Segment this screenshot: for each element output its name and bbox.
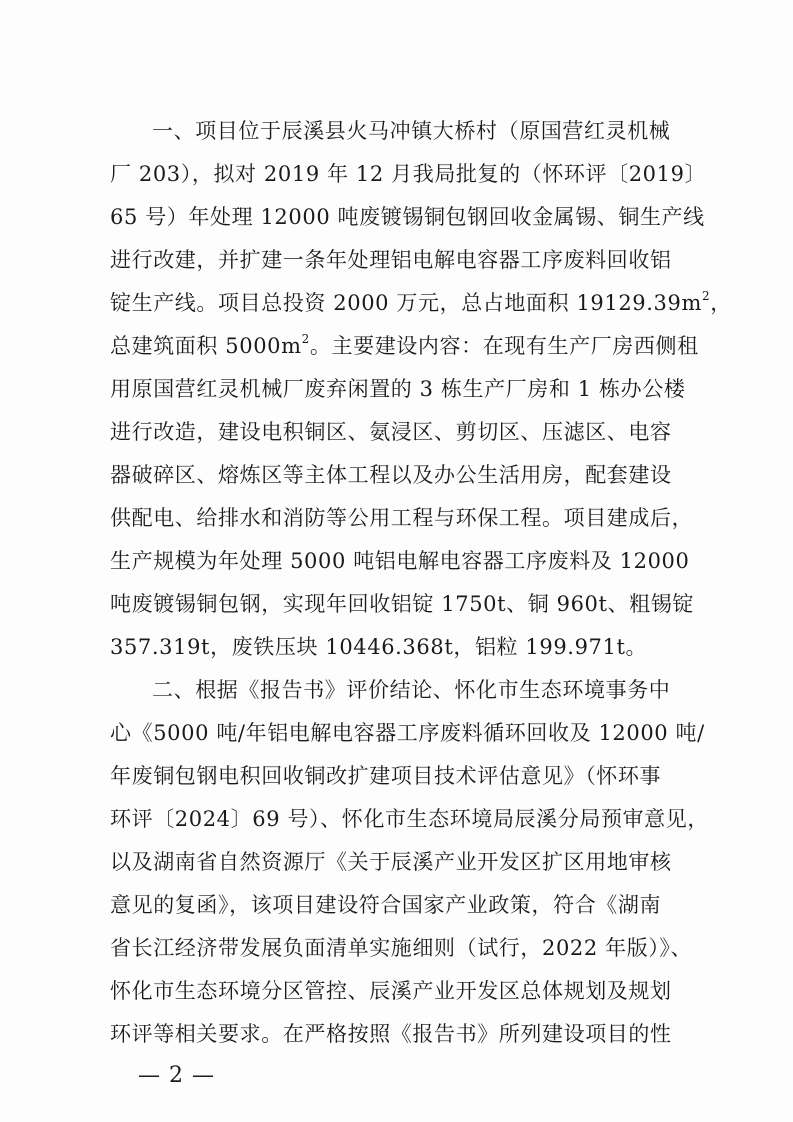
- paragraph-2-line-5: 以及湖南省自然资源厅《关于辰溪产业开发区扩区用地审核: [110, 850, 672, 874]
- paragraph-2-line-6: 意见的复函》，该项目建设符合国家产业政策，符合《湖南: [110, 893, 662, 917]
- area-unit-superscript: 2: [701, 289, 711, 303]
- paragraph-1-line-9: 器破碎区、熔炼区等主体工程以及办公生活用房，配套建设: [110, 463, 672, 487]
- paragraph-1-line-10: 供配电、给排水和消防等公用工程与环保工程。项目建成后，: [110, 506, 694, 530]
- paragraph-1-line-12: 吨废镀锡铜包钢，实现年回收铝锭 1750t、铜 960t、粗锡锭: [110, 592, 694, 616]
- paragraph-2-line-7: 省长江经济带发展负面清单实施细则（试行，2022 年版）》、: [110, 936, 693, 960]
- building-area-unit-superscript: 2: [301, 332, 310, 346]
- paragraph-1-line-7: 用原国营红灵机械厂废弃闲置的 3 栋生产厂房和 1 栋办公楼: [110, 377, 686, 401]
- paragraph-1-line-13: 357.319t，废铁压块 10446.368t，铝粒 199.971t。: [110, 635, 648, 659]
- paragraph-1-line-2: 厂 203），拟对 2019 年 12 月我局批复的（怀环评〔2019〕: [110, 162, 707, 186]
- building-area-text-part-1: 总建筑面积 5000m: [110, 334, 302, 358]
- paragraph-2-line-9: 环评等相关要求。在严格按照《报告书》所列建设项目的性: [110, 1022, 672, 1046]
- paragraph-2-line-8: 怀化市生态环境分区管控、辰溪产业开发区总体规划及规划: [110, 979, 672, 1003]
- paragraph-1-line-8: 进行改造，建设电积铜区、氨浸区、剪切区、压滤区、电容: [110, 420, 672, 444]
- paragraph-1-line-5: [110, 289, 732, 317]
- paragraph-2-line-4: 环评〔2024〕69 号）、怀化市生态环境局辰溪分局预审意见，: [110, 807, 709, 831]
- paragraph-2-line-1: 二、根据《报告书》评价结论、怀化市生态环境事务中: [152, 678, 671, 702]
- paragraph-1-line-1: 一、项目位于辰溪县火马冲镇大桥村（原国营红灵机械: [152, 119, 671, 143]
- area-text-part-2: ，: [710, 291, 732, 315]
- paragraph-2-line-2: 心《5000 吨/年铝电解电容器工序废料循环回收及 12000 吨/: [110, 721, 705, 745]
- building-area-text-part-2: 。主要建设内容：在现有生产厂房西侧租: [309, 334, 699, 358]
- page-number: — 2 —: [138, 1063, 215, 1088]
- paragraph-1-line-3: 65 号）年处理 12000 吨废镀锡铜包钢回收金属锡、铜生产线: [110, 205, 705, 229]
- paragraph-1-line-4: 进行改建，并扩建一条年处理铝电解电容器工序废料回收铝: [110, 248, 672, 272]
- paragraph-2-line-3: 年废铜包钢电积回收铜改扩建项目技术评估意见》（怀环事: [110, 764, 662, 788]
- paragraph-1-line-11: 生产规模为年处理 5000 吨铝电解电容器工序废料及 12000: [110, 549, 690, 573]
- area-text-part-1: 锭生产线。项目总投资 2000 万元，总占地面积 19129.39m: [110, 291, 702, 315]
- paragraph-1-line-6: [110, 332, 700, 360]
